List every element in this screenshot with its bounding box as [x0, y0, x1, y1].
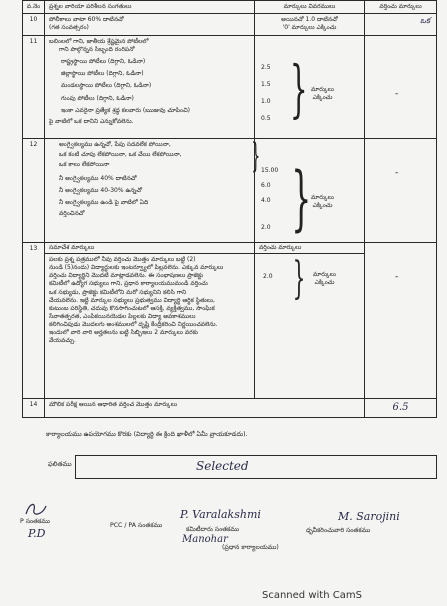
detail-line: ఒక సభ్యుడు, ప్రాజెక్టు కమిటీలోని మరో సభ్యునిని కలిసి గాని: [49, 288, 187, 296]
marks-value: 2.0: [263, 273, 273, 281]
detail-line: పోలీకాలు వాటా 60% దాటినచో: [49, 16, 124, 24]
detail-line: బలింలలో గాని, జాతీయ శ్రేష్టమైన పోటీలలో: [49, 38, 149, 46]
brace-icon: }: [289, 52, 308, 126]
detail-line: వేయవచ్చు.: [49, 337, 76, 345]
table-row-14: [23, 399, 437, 418]
row-number: 13: [23, 243, 45, 399]
pcc-signature-label: PCC / PA సంతకము: [110, 522, 163, 529]
brace-label-line: మార్కులు: [311, 194, 334, 202]
committee-signature-name: P. Varalakshmi: [180, 508, 261, 521]
marks-value: 15.00: [261, 167, 279, 175]
awarded-value: -: [395, 168, 399, 179]
detail-line: జిల్లాస్థాయి పోటీలు (దిగ్గాని, ఓడినా): [61, 70, 144, 78]
row-awarded: [365, 139, 437, 243]
row-details: [45, 14, 255, 36]
marks-value: 1.0: [261, 98, 271, 106]
brace-label: [311, 86, 334, 103]
brace-icon: }: [251, 136, 261, 177]
row-details: [45, 36, 255, 139]
scan-watermark: Scanned with CamS: [262, 590, 362, 601]
row-awarded: [365, 243, 437, 399]
detail-line: పై వాటిలో ఒక దానిని ఎన్నుకోవలెను.: [49, 117, 134, 125]
marks-value: 0.5: [261, 115, 271, 123]
awarded-value: -: [395, 89, 399, 100]
row-details: [45, 243, 255, 399]
marks-text: అయినచో 1.0 దాటినచో: [281, 16, 338, 24]
marks-value: 6.0: [261, 182, 271, 190]
header-number: వ.నెం: [23, 1, 45, 14]
right-signature-name: M. Sarojini: [338, 510, 400, 523]
row-marks: [255, 139, 365, 243]
row-awarded: [365, 36, 437, 139]
header-marks-details: మార్కులు వివరములు: [255, 1, 365, 14]
row-marks: [255, 243, 365, 399]
detail-line: పలకు ప్రశ్న పత్రములో నీవు వర్తించు మొత్తం మార్కులు బట్టి (2): [49, 256, 196, 264]
marks-value: 4.0: [261, 197, 271, 205]
row-number: 12: [23, 139, 45, 243]
row-number: 11: [23, 36, 45, 139]
marks-value: 1.5: [261, 81, 271, 89]
office-use-note: కార్యాలయము ఉపయోగము కొరకు (విద్యార్థి ఈ క్రింది ఖాళీలో ఏమీ వ్రాయకూడదు).: [46, 431, 248, 438]
table-header-row: [23, 1, 437, 14]
brace-icon: }: [291, 157, 312, 240]
marks-sub-header: వర్తించు మార్కులు: [255, 243, 364, 254]
right-signature-label: ధృవీకరించువారి సంతకము: [306, 527, 371, 534]
row-awarded: [365, 14, 437, 36]
result-label: ఫలితము: [48, 460, 72, 468]
brace-icon: }: [292, 253, 306, 305]
row-title: సమాచేశ మార్కులు: [45, 243, 254, 254]
table-row-13: [23, 243, 437, 399]
detail-line: (గత సంవత్సరం): [49, 24, 89, 32]
assessment-table: [22, 0, 437, 418]
row-details: [45, 136, 261, 243]
detail-line: నీ అంగ్వైకల్యము ఉండి పై వాటిలో ఏది: [59, 198, 149, 206]
detail-line: ఇంకా ఎవరైనా ప్రత్యేక శ్రద్ధ కలవారు (ఋజువు చూపించి): [61, 106, 191, 114]
committee2-signature-name: Manohar: [182, 534, 228, 545]
detail-line: కలిగించిపుడు మొదలగు అంశములలో దృష్టి కేంద్రీకరించి నిర్ణయించవలెను.: [49, 320, 218, 328]
awarded-value: -: [395, 272, 399, 283]
left-signature-label: P సంతకము: [20, 518, 50, 525]
committee-signature-label: కమిటీదారు సంతకము: [186, 526, 239, 533]
brace-label-line: మార్కులు: [313, 271, 336, 279]
row-marks: [255, 36, 365, 139]
row-awarded: [365, 399, 437, 418]
header-awarded: వర్తించు మార్కులు: [365, 1, 437, 14]
detail-line: నీ అంగ్వైకల్యము 40-30% ఉన్నచో: [59, 187, 142, 195]
result-box: [75, 455, 437, 479]
detail-line: ఒక కంటి చూపు లేకపోయినా, ఒక చేయి లేకపోయినా,: [59, 151, 182, 159]
detail-line: సేవాతత్పరత, ఎంపికయినయెడల పిల్లలకు విద్యా అవకాశములు: [49, 312, 196, 320]
brace-label: [311, 194, 334, 211]
marks-value: 2.5: [261, 64, 271, 72]
detail-line: వర్తించినచో: [59, 209, 85, 217]
detail-line: అంగ్వైకల్యము ఉన్నచో, పేపు సదవలేక పోయినా,: [59, 141, 171, 149]
table-row-11: [23, 36, 437, 139]
table-row-10: [23, 14, 437, 36]
brace-label-line: ఎక్కించు: [314, 279, 335, 287]
awarded-value: ఒక: [419, 16, 430, 26]
detail-line: మండలస్థాయి పోటీలు (దిగ్గాని, ఓడినా): [61, 82, 152, 90]
row-details: [45, 399, 365, 418]
detail-line: గాని పాల్గొన్నన సిబ్బంది రంరిపనో: [59, 46, 135, 54]
detail-line: చేయవలెను. ఇట్టి మార్కుల సభ్యులు ప్రభుత్వము విద్యార్థి ఆర్థిక స్థితులు,: [49, 296, 215, 304]
detail-line: ఒక కాలు లేకపోయినా: [59, 161, 110, 169]
marks-value: 2.0: [261, 224, 271, 232]
result-value: Selected: [196, 459, 249, 473]
row-number: 14: [23, 399, 45, 418]
row-number: 10: [23, 14, 45, 36]
table-row-12: [23, 139, 437, 243]
detail-line: కమిటీలో ఉద్యోగ సభ్యులు గాని, ప్రధాన కార్యాలయముమండి వర్తించు: [49, 280, 208, 288]
detail-line: గుంపు పోటీలు (దిగ్గాని, ఓడినా): [61, 94, 134, 102]
awarded-value: 6.5: [392, 402, 409, 414]
detail-line: నుండి (5)నందు) విద్యార్థులకు ఇంటర్వ్యూలో పిల్లవలెను. ఎక్కువ మార్కులు: [49, 264, 224, 272]
committee2-signature-label: (ప్రధాన కార్యాలయము): [222, 544, 279, 551]
header-details: ప్రశ్నల వారియా పరిశీలన సంగతులు: [45, 1, 255, 14]
signature-mark-icon: [22, 500, 52, 518]
row-marks: [255, 14, 365, 36]
marks-text: '0' మార్కులు ఎక్కించు: [282, 24, 337, 32]
detail-line: ఇందులో వారి వారి అర్హతలను బట్టి సిబ్బిఇలు 2 మార్కులు వరకు: [49, 329, 198, 337]
brace-label-line: ఎక్కించు: [312, 94, 333, 102]
brace-label-line: మార్కులు: [311, 86, 334, 94]
detail-line: రాష్ట్రస్థాయి పోటీలు (దిగ్గాని, ఓడినా): [61, 58, 146, 66]
left-signature-name: P.D: [28, 527, 46, 540]
detail-line: నీ అంగ్వైకల్యము 40% దాటినచో: [59, 175, 137, 183]
detail-line: కుటుంబ పరిస్థితి, చదువు కొనసాగించుటలో ఆసక్తి, వ్యక్తిత్వము, సాంఘిక: [49, 304, 215, 312]
detail-line: వర్తించు విద్యార్థిని మొదటి మాట్లాడవలెను. ఈ సంభాషణలు ప్రాజెక్టు: [49, 272, 204, 280]
brace-label: [313, 271, 336, 288]
brace-label-line: ఎక్కించు: [312, 202, 333, 210]
detail-line: మౌలిక పరీక్ష ఆయిన ఆధారిత వర్తించ మొత్తం మార్కులు: [49, 401, 178, 409]
